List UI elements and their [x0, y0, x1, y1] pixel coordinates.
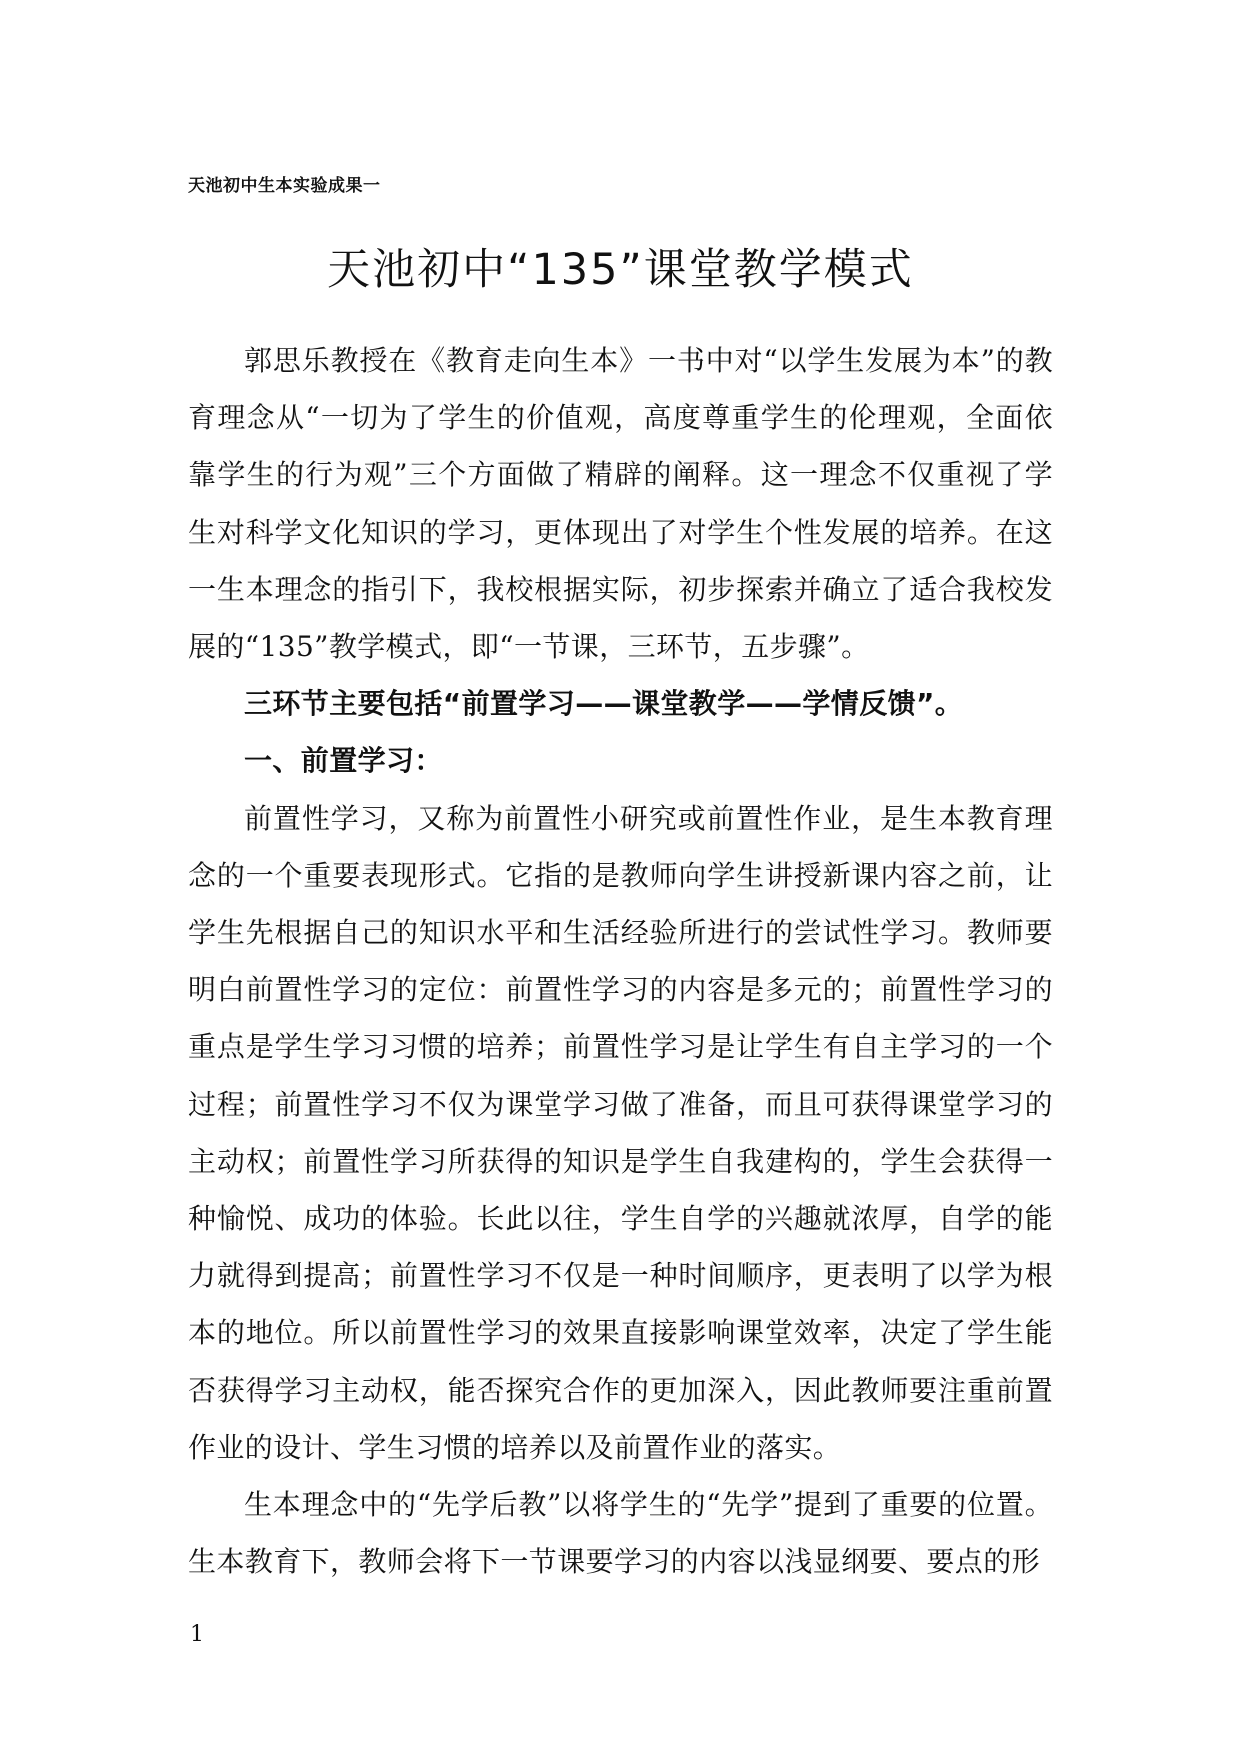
learn-first-paragraph: 生本理念中的“先学后教”以将学生的“先学”提到了重要的位置。生本教育下，教师会将下一节课要学习的内容以浅显纲要、要点的形 — [188, 1488, 1053, 1579]
pre-learning-paragraph: 前置性学习，又称为前置性小研究或前置性作业，是生本教育理念的一个重要表现形式。它指的是教师向学生讲授新课内容之前，让学生先根据自己的知识水平和生活经验所进行的尝试性学习。教师要明白前置性学习的定位：前置性学习的内容是多元的；前置性学习的重点是学生学习习惯的培养；前置性学习是让学生有自主学习的一个过程；前置性学习不仅为课堂学习做了准备，而且可获得课堂学习的主动权；前置性学习所获得的知识是学生自我建构的，学生会获得一种愉悦、成功的体验。长此以往，学生自学的兴趣就浓厚，自学的能力就得到提高；前置性学习不仅是一种时间顺序，更表明了以学为根本的地位。所以前置性学习的效果直接影响课堂效率，决定了学生能否获得学习主动权，能否探究合作的更加深入，因此教师要注重前置作业的设计、学生习惯的培养以及前置作业的落实。 — [188, 801, 1053, 1464]
body-text — [188, 332, 1053, 1590]
header-note: 天池初中生本实验成果一 — [188, 176, 381, 196]
three-stages-heading: 三环节主要包括“前置学习——课堂教学——学情反馈”。 — [244, 687, 964, 721]
intro-paragraph: 郭思乐教授在《教育走向生本》一书中对“以学生发展为本”的教育理念从“一切为了学生的价值观，高度尊重学生的伦理观，全面依靠学生的行为观”三个方面做了精辟的阐释。这一理念不仅重视了学生对科学文化知识的学习，更体现出了对学生个性发展的培养。在这一生本理念的指引下，我校根据实际，初步探索并确立了适合我校发展的“135”教学模式，即“一节课，三环节，五步骤”。 — [188, 344, 1053, 664]
section-heading-pre-learning: 一、前置学习： — [244, 744, 443, 778]
page-number: 1 — [190, 1622, 204, 1647]
page-title: 天池初中“135”课堂教学模式 — [327, 245, 914, 295]
